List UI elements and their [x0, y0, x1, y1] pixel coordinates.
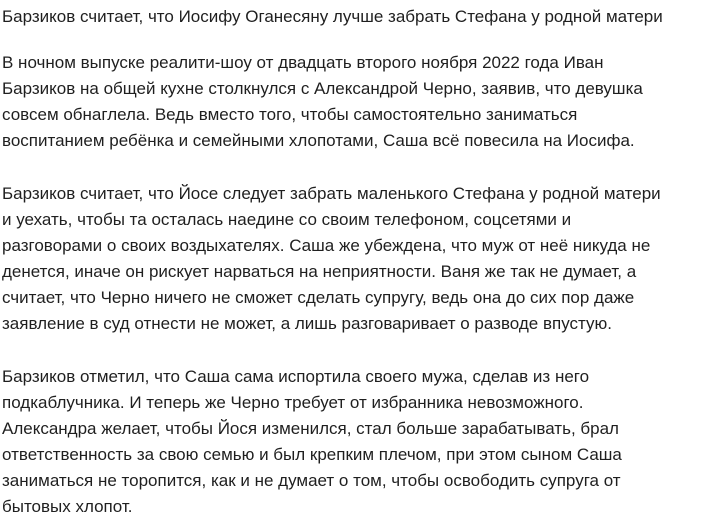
article — [2, 0, 708, 520]
article-paragraph-2: Барзиков считает, что Йосе следует забрать маленького Стефана у родной матери и уехать, чтобы та осталась наедине со своим телефоном, соцсетями и разговорами о своих воздыхателях. Саша же убеждена, что муж от неё никуда не денется, иначе он рискует нарваться на неприятности. Ваня же так не думает, а считает, что Черно ничего не сможет сделать супругу, ведь она до сих пор даже заявление в суд отнести не может, а лишь разговаривает о разводе впустую. — [2, 184, 661, 333]
article-paragraph-1: В ночном выпуске реалити-шоу от двадцать второго ноября 2022 года Иван Барзиков на общей кухне столкнулся с Александрой Черно, заявив, что девушка совсем обнаглела. Ведь вместо того, чтобы самостоятельно заниматься воспитанием ребёнка и семейными хлопотами, Саша всё повесила на Иосифа. — [2, 53, 643, 150]
article-title: Барзиков считает, что Иосифу Оганесяну лучше забрать Стефана у родной матери — [2, 7, 663, 26]
article-paragraph-3: Барзиков отметил, что Саша сама испортила своего мужа, сделав из него подкаблучника. И теперь же Черно требует от избранника невозможного. Александра желает, чтобы Йося изменился, стал больше зарабатывать, брал ответственность за свою семью и был крепким плечом, при этом сыном Саша заниматься не торопится, как и не думает о том, чтобы освободить супруга от бытовых хлопот. — [2, 367, 622, 516]
